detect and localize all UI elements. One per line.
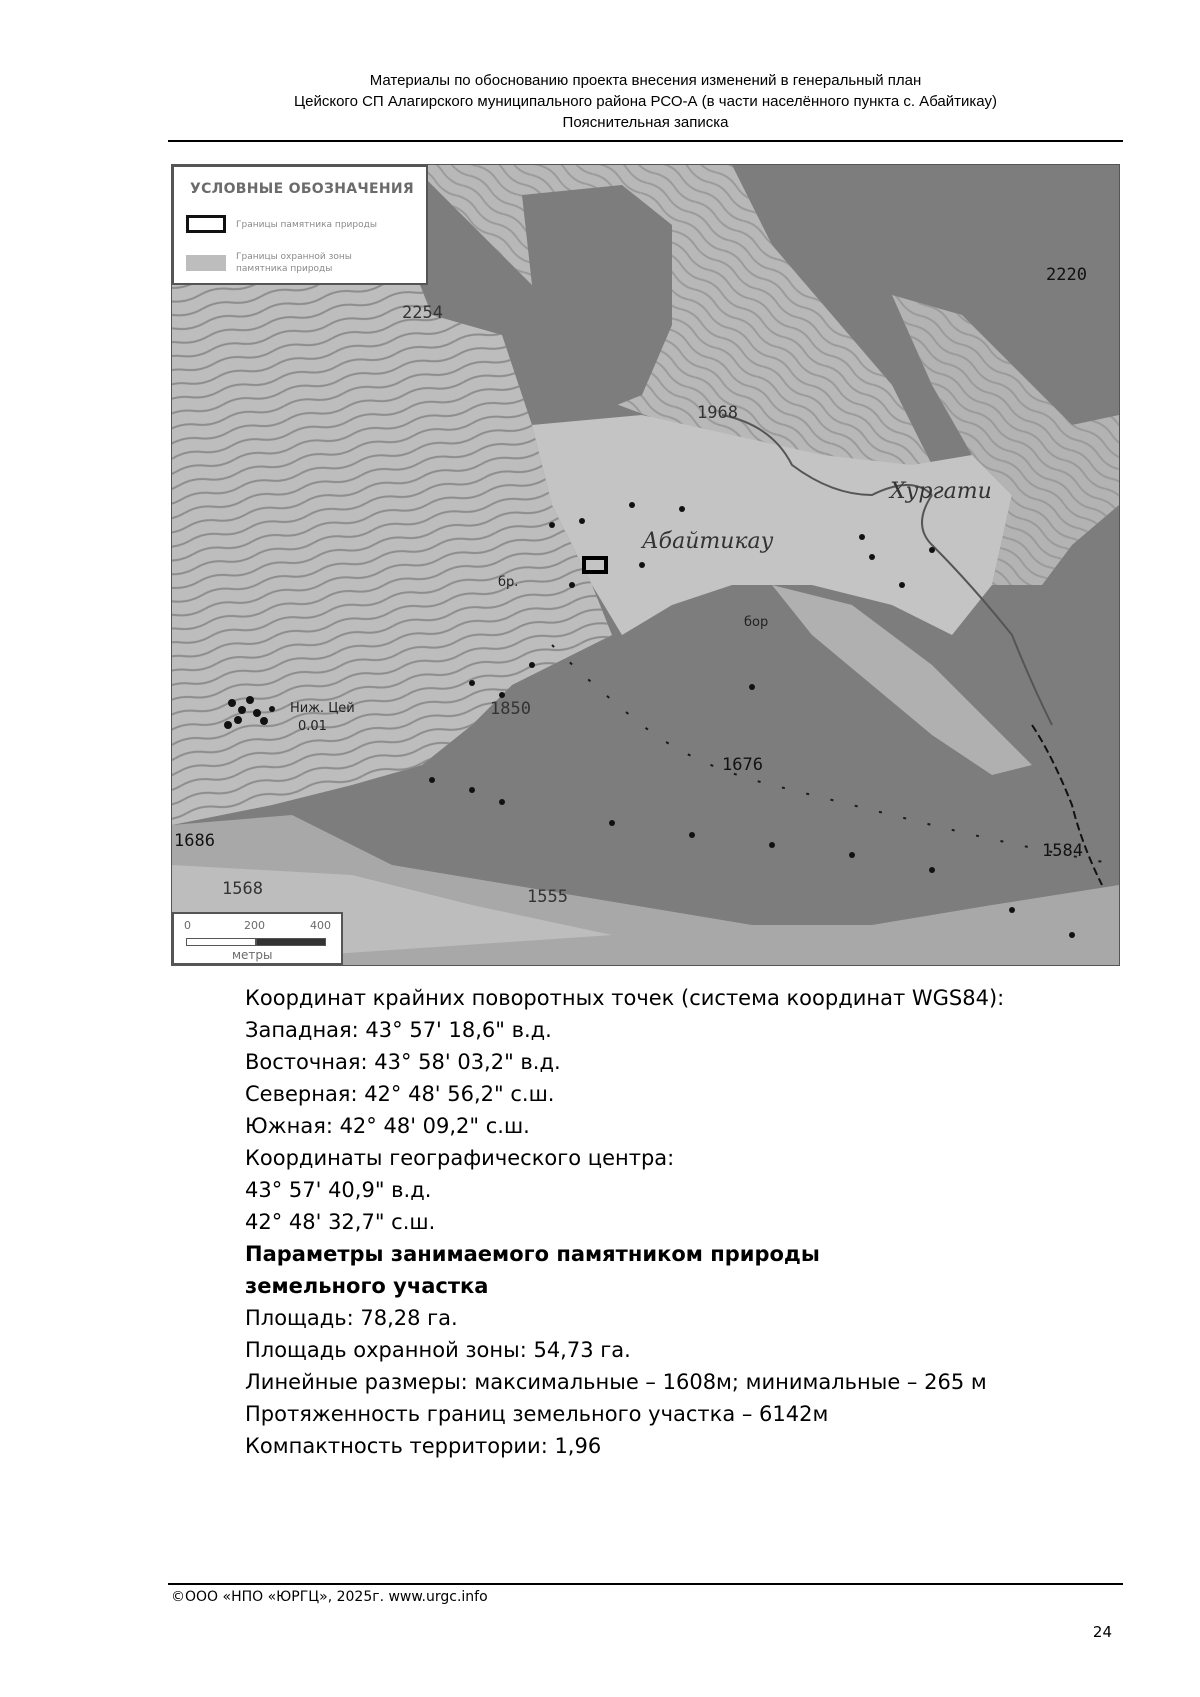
scale-tick: 400 [310,919,331,932]
place-label-nizh-tsey: Ниж. Цей [290,701,355,716]
map-terrain [172,165,1119,965]
scale-tick: 0 [184,919,191,932]
topographic-map [171,164,1120,966]
elevation-label: 2254 [402,303,443,323]
elevation-label: 1568 [222,879,263,899]
section-heading: Параметры занимаемого памятником природы [245,1242,820,1266]
text-line: Площадь: 78,28 га. [245,1306,458,1330]
text-line: Западная: 43° 57' 18,6" в.д. [245,1018,552,1042]
section-heading: земельного участка [245,1274,489,1298]
legend-boundary-swatch [186,215,226,233]
map-legend [172,165,428,285]
header-line-3: Пояснительная записка [562,114,729,131]
elevation-label: 1676 [722,755,763,775]
text-line: Линейные размеры: максимальные – 1608м; минимальные – 265 м [245,1370,987,1394]
legend-title: УСЛОВНЫЕ ОБОЗНАЧЕНИЯ [190,181,414,197]
footer-divider [168,1583,1123,1585]
scale-tick: 200 [244,919,265,932]
page-header [168,70,1123,133]
text-line: 42° 48' 32,7" с.ш. [245,1210,436,1234]
place-label-nizh-tsey-number: 0.01 [298,719,327,734]
elevation-label: 1686 [174,831,215,851]
text-line: Координат крайних поворотных точек (система координат WGS84): [245,986,1005,1010]
elevation-label: 1968 [697,403,738,423]
header-line-2: Цейского СП Алагирского муниципального района РСО-А (в части населённого пункта с. Абайтикау) [294,93,997,110]
text-line: Площадь охранной зоны: 54,73 га. [245,1338,631,1362]
scale-segment-black [256,938,326,946]
footer-copyright: ©ООО «НПО «ЮРГЦ», 2025г. www.urgc.info [171,1589,488,1605]
map-scale-bar [172,912,343,965]
scale-segment-white [186,938,256,946]
header-divider [168,140,1123,142]
place-label-br: бр. [498,575,519,590]
elevation-label: 2220 [1046,265,1087,285]
text-line: Восточная: 43° 58' 03,2" в.д. [245,1050,561,1074]
text-line: 43° 57' 40,9" в.д. [245,1178,432,1202]
page-number: 24 [1092,1623,1112,1641]
place-label-abaitikau: Абайтикау [642,529,774,554]
legend-zone-label-2: памятника природы [236,264,333,274]
place-label-bor: бор [744,615,769,630]
header-line-1: Материалы по обоснованию проекта внесения изменений в генеральный план [369,72,922,89]
place-label-hurgati: Хургати [890,479,992,504]
text-line: Координаты географического центра: [245,1146,675,1170]
text-line: Компактность территории: 1,96 [245,1434,602,1458]
scale-unit: метры [232,948,273,962]
text-line: Южная: 42° 48' 09,2" с.ш. [245,1114,530,1138]
text-line: Северная: 42° 48' 56,2" с.ш. [245,1082,555,1106]
legend-boundary-label: Границы памятника природы [236,220,377,230]
coordinates-section [245,982,1125,1462]
text-line: Протяженность границ земельного участка – 6142м [245,1402,829,1426]
legend-zone-swatch [186,255,226,271]
elevation-label: 1555 [527,887,568,907]
elevation-label: 1850 [490,699,531,719]
legend-zone-label-1: Границы охранной зоны [236,252,352,262]
elevation-label: 1584 [1042,841,1083,861]
